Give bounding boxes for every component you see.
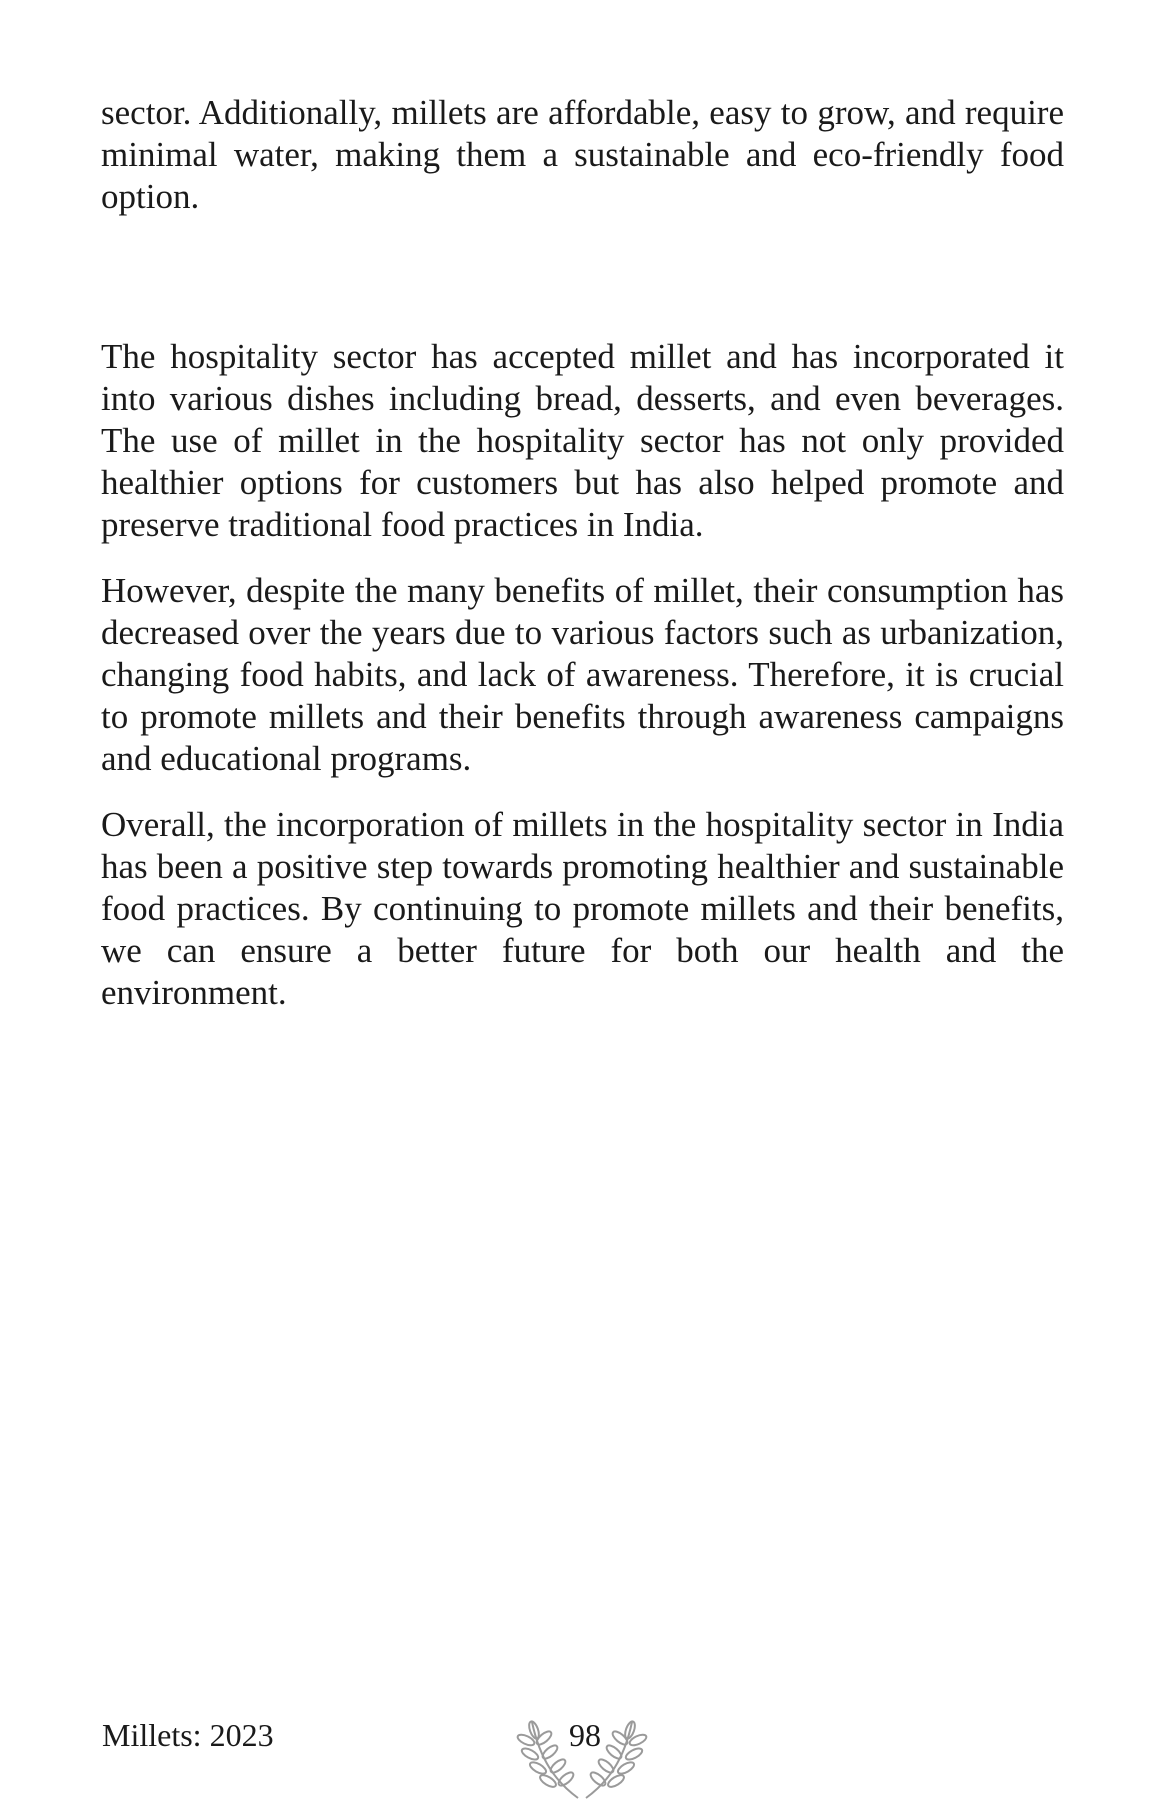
paragraph: sector. Additionally, millets are affordable, easy to grow, and require minimal water, making them a sustainable and eco-friendly food option. — [101, 93, 1064, 216]
page-footer — [0, 1700, 1164, 1800]
page-body — [101, 92, 1064, 1014]
paragraph: However, despite the many benefits of millet, their consumption has decreased over the years due to various factors such as urbanization, changing food habits, and lack of awareness. Therefore, it is crucial to promote millets and their benefits through awareness campaigns and educational programs. — [101, 571, 1064, 778]
footer-title: Millets: 2023 — [102, 1717, 274, 1753]
paragraph: Overall, the incorporation of millets in the hospitality sector in India has been a positive step towards promoting healthier and sustainable food practices. By continuing to promote millets and their benefits, we can ensure a better future for both our health and the environment. — [101, 805, 1064, 1012]
paragraph: The hospitality sector has accepted millet and has incorporated it into various dishes including bread, desserts, and even beverages. The use of millet in the hospitality sector has not only provided healthier options for customers but has also helped promote and preserve traditional food practices in India. — [101, 337, 1064, 544]
page-number: 98 — [569, 1717, 601, 1753]
